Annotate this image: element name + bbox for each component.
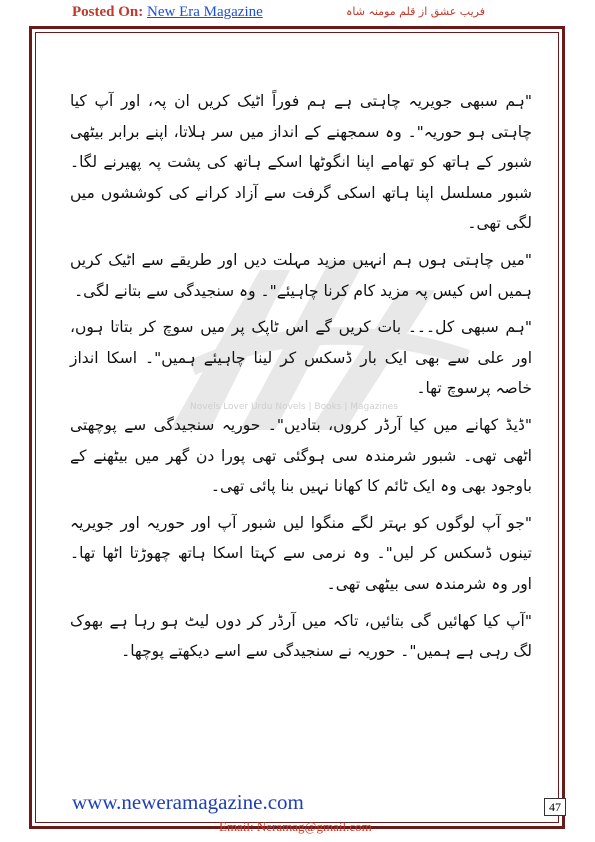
contact-email[interactable]: Email: Neramag@gmail.com — [219, 819, 372, 834]
paragraph: "آپ کیا کھائیں گی بتائیں، تاکہ میں آرڈر کر دوں لیٹ ہو رہا ہے بھوک لگ رہی ہے ہمیں"۔ حوریہ نے سنجیدگی سے اسے دیکھتے پوچھا۔ — [70, 611, 532, 661]
site-link[interactable]: New Era Magazine — [147, 4, 263, 20]
watermark-text: Novels Lover Urdu Novels | Books | Magazines — [190, 402, 398, 412]
article-body — [70, 86, 532, 673]
page-number: 47 — [544, 798, 566, 816]
paragraph: "میں چاہتی ہوں ہم انہیں مزید مہلت دیں اور طریقے سے اٹیک کریں ہمیں اس کیس پہ مزید کام کرنا چاہیئے"۔ وہ سنجیدگی سے بتانے لگی۔ — [70, 250, 532, 300]
posted-on-header — [72, 4, 263, 21]
paragraph: "ہم سبھی جویریہ چاہتی ہے ہم فوراً اٹیک کریں ان پہ، اور آپ کیا چاہتی ہو حوریہ"۔ وہ سمجھنے کے انداز میں سر ہلاتا، اپنے برابر بیٹھی شبور کے ہاتھ کو تھامے اپنا انگوٹھا اسکے ہاتھ کی پشت پہ پھیرنے لگا۔ شبور مسلسل اپنا ہاتھ اسکی گرفت سے آزاد کرانے کی کوششوں میں لگی تھی۔ — [70, 92, 532, 233]
posted-label: Posted On: — [72, 4, 144, 20]
paragraph: "ڈیڈ کھانے میں کیا آرڈر کروں، بتادیں"۔ حوریہ سنجیدگی سے پوچھتی اٹھی تھی۔ شبور شرمندہ سی ہوگئی تھی پورا دن گھر میں بیٹھنے کے باوجود بھی وہ ایک ٹائم کا کھانا نہیں بنا پائی تھی۔ — [70, 415, 532, 496]
paragraph: "ہم سبھی کل۔۔۔ بات کریں گے اس ٹاپک پر میں سوچ کر بتاتا ہوں، اور علی سے بھی ایک بار ڈسکس کر لینا چاہیئے ہمیں"۔ اسکا انداز خاصہ پرسوچ تھا۔ — [70, 318, 532, 398]
paragraph: "جو آپ لوگوں کو بہتر لگے منگوا لیں شبور آپ اور حوریہ اور جویریہ تینوں ڈسکس کر لیں"۔ وہ نرمی سے کہتا اسکا ہاتھ چھوڑتا اٹھا تھا۔ اور وہ شرمندہ سی بیٹھی تھی۔ — [70, 513, 532, 593]
website-link[interactable]: www.neweramagazine.com — [72, 790, 304, 814]
novel-credit: فریب عشق از قلم مومنہ شاہ — [345, 5, 485, 18]
